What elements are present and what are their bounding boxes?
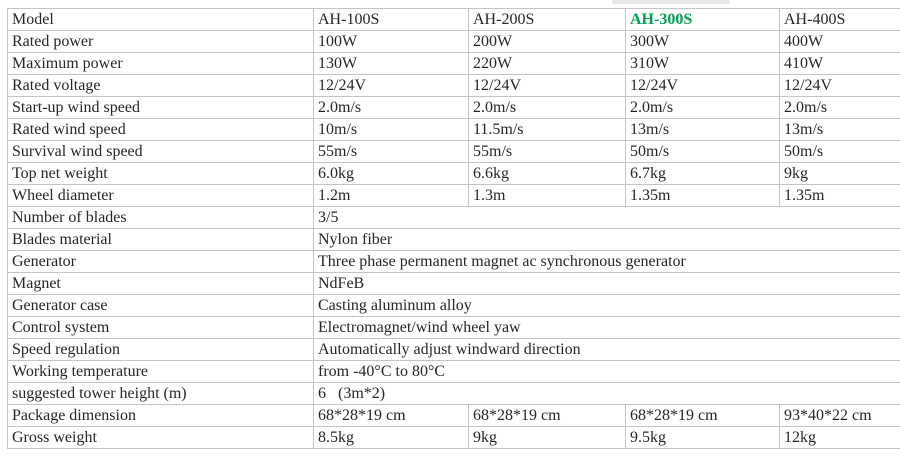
value-cell: 1.2m xyxy=(314,185,469,207)
table-row xyxy=(8,251,900,273)
value-cell: 13m/s xyxy=(626,119,780,141)
value-cell: 6 (3m*2) xyxy=(314,383,900,405)
value-cell: 68*28*19 cm xyxy=(314,405,469,427)
value-cell: 55m/s xyxy=(314,141,469,163)
value-cell: 6.6kg xyxy=(469,163,626,185)
value-cell: 9.5kg xyxy=(626,427,780,449)
value-cell: 11.5m/s xyxy=(469,119,626,141)
value-cell: 9kg xyxy=(469,427,626,449)
value-cell: Nylon fiber xyxy=(314,229,900,251)
value-cell: 55m/s xyxy=(469,141,626,163)
table-row xyxy=(8,119,900,141)
model-name-cell: AH-100S xyxy=(314,9,469,31)
value-cell: 2.0m/s xyxy=(469,97,626,119)
value-cell: 12kg xyxy=(780,427,900,449)
model-header-row xyxy=(8,9,900,31)
table-row xyxy=(8,185,900,207)
value-cell: 50m/s xyxy=(780,141,900,163)
row-label: Number of blades xyxy=(8,207,314,229)
table-row xyxy=(8,295,900,317)
table-row xyxy=(8,141,900,163)
row-label: Generator case xyxy=(8,295,314,317)
value-cell: 93*40*22 cm xyxy=(780,405,900,427)
value-cell: 12/24V xyxy=(314,75,469,97)
table-row xyxy=(8,405,900,427)
value-cell: 410W xyxy=(780,53,900,75)
value-cell: 200W xyxy=(469,31,626,53)
table-row xyxy=(8,207,900,229)
row-label: Survival wind speed xyxy=(8,141,314,163)
value-cell: 6.7kg xyxy=(626,163,780,185)
table-row xyxy=(8,97,900,119)
value-cell: 3/5 xyxy=(314,207,900,229)
row-label: Model xyxy=(8,9,314,31)
table-row xyxy=(8,75,900,97)
value-cell: 8.5kg xyxy=(314,427,469,449)
row-label: Blades material xyxy=(8,229,314,251)
row-label: Rated voltage xyxy=(8,75,314,97)
row-label: Magnet xyxy=(8,273,314,295)
value-cell: NdFeB xyxy=(314,273,900,295)
table-row xyxy=(8,31,900,53)
spec-table-body xyxy=(8,9,900,449)
value-cell: 300W xyxy=(626,31,780,53)
value-cell: 10m/s xyxy=(314,119,469,141)
value-cell: 1.3m xyxy=(469,185,626,207)
value-cell: 6.0kg xyxy=(314,163,469,185)
model-name-cell: AH-400S xyxy=(780,9,900,31)
value-cell: Electromagnet/wind wheel yaw xyxy=(314,317,900,339)
table-row xyxy=(8,53,900,75)
value-cell: 2.0m/s xyxy=(314,97,469,119)
top-edge-artifact xyxy=(612,0,730,4)
value-cell: 100W xyxy=(314,31,469,53)
table-row xyxy=(8,339,900,361)
value-cell: 68*28*19 cm xyxy=(626,405,780,427)
row-label: Maximum power xyxy=(8,53,314,75)
table-row xyxy=(8,361,900,383)
value-cell: 400W xyxy=(780,31,900,53)
model-name-cell: AH-200S xyxy=(469,9,626,31)
value-cell: 2.0m/s xyxy=(780,97,900,119)
table-row xyxy=(8,229,900,251)
row-label: Package dimension xyxy=(8,405,314,427)
table-row xyxy=(8,317,900,339)
value-cell: 12/24V xyxy=(469,75,626,97)
row-label: Rated wind speed xyxy=(8,119,314,141)
row-label: Gross weight xyxy=(8,427,314,449)
value-cell: 13m/s xyxy=(780,119,900,141)
value-cell: 130W xyxy=(314,53,469,75)
value-cell: 9kg xyxy=(780,163,900,185)
row-label: Working temperature xyxy=(8,361,314,383)
value-cell: 68*28*19 cm xyxy=(469,405,626,427)
table-row xyxy=(8,163,900,185)
table-row xyxy=(8,427,900,449)
value-cell: 310W xyxy=(626,53,780,75)
value-cell: from -40°C to 80°C xyxy=(314,361,900,383)
row-label: Generator xyxy=(8,251,314,273)
value-cell: 1.35m xyxy=(780,185,900,207)
value-cell: 12/24V xyxy=(780,75,900,97)
table-row xyxy=(8,383,900,405)
row-label: Start-up wind speed xyxy=(8,97,314,119)
table-row xyxy=(8,273,900,295)
row-label: suggested tower height (m) xyxy=(8,383,314,405)
value-cell: Automatically adjust windward direction xyxy=(314,339,900,361)
value-cell: 1.35m xyxy=(626,185,780,207)
row-label: Speed regulation xyxy=(8,339,314,361)
value-cell: 2.0m/s xyxy=(626,97,780,119)
value-cell: 12/24V xyxy=(626,75,780,97)
model-name-cell: AH-300S xyxy=(626,9,780,31)
spec-table-container xyxy=(7,8,900,454)
row-label: Top net weight xyxy=(8,163,314,185)
value-cell: 220W xyxy=(469,53,626,75)
value-cell: Three phase permanent magnet ac synchronous generator xyxy=(314,251,900,273)
row-label: Rated power xyxy=(8,31,314,53)
spec-table xyxy=(7,8,900,449)
row-label: Wheel diameter xyxy=(8,185,314,207)
value-cell: 50m/s xyxy=(626,141,780,163)
row-label: Control system xyxy=(8,317,314,339)
value-cell: Casting aluminum alloy xyxy=(314,295,900,317)
